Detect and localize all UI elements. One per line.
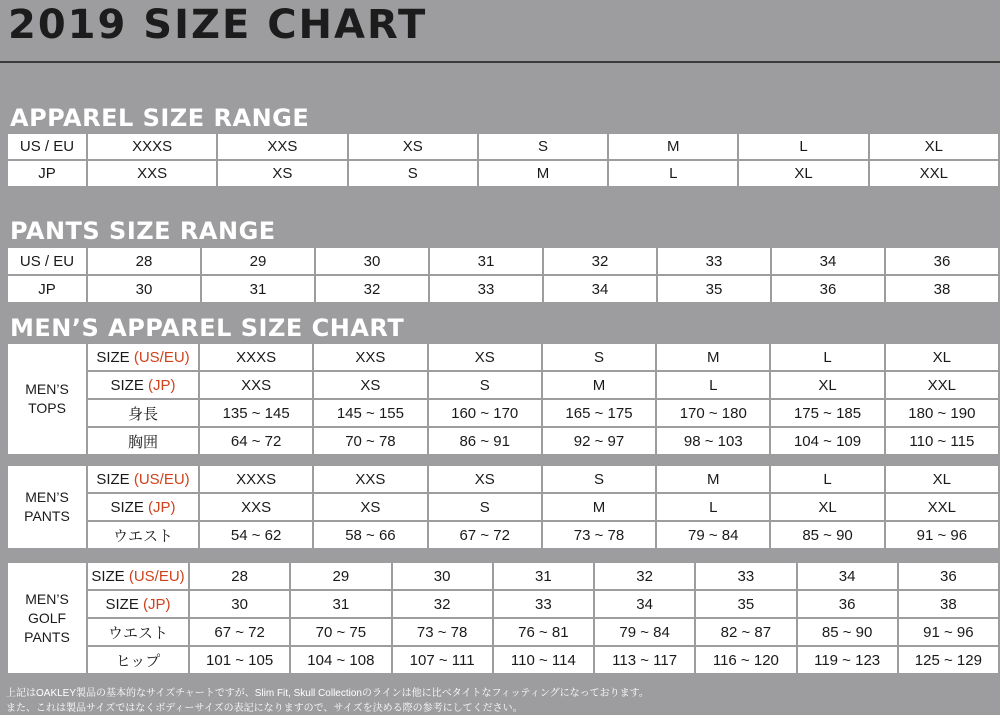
table-cell: M <box>609 134 737 159</box>
row-label: ウエスト <box>88 522 198 548</box>
row-label: ヒップ <box>88 647 188 673</box>
table-cell: 86 ~ 91 <box>429 428 541 454</box>
footnote: 上記はOAKLEY製品の基本的なサイズチャートですが、Slim Fit, Skull Collectionのラインは他に比べタイトなフィッティングになっております。 <box>6 688 649 699</box>
table-cell: 33 <box>658 248 770 274</box>
table-cell: 30 <box>190 591 289 617</box>
table-cell: 67 ~ 72 <box>429 522 541 548</box>
table-cell: XXS <box>218 134 346 159</box>
table-cell: 29 <box>291 563 390 589</box>
table-cell: 92 ~ 97 <box>543 428 655 454</box>
table-cell: S <box>479 134 607 159</box>
table-cell: M <box>543 494 655 520</box>
table-cell: M <box>543 372 655 398</box>
row-label: 胸囲 <box>88 428 198 454</box>
table-row <box>8 344 998 370</box>
table-row <box>8 619 998 645</box>
table-cell: 79 ~ 84 <box>595 619 694 645</box>
table-cell: L <box>771 344 883 370</box>
table-cell: M <box>657 344 769 370</box>
table-cell: XS <box>429 466 541 492</box>
table-cell: XL <box>771 372 883 398</box>
mens-pants-table <box>6 464 1000 550</box>
table-cell: 67 ~ 72 <box>190 619 289 645</box>
table-cell: 34 <box>544 276 656 302</box>
table-cell: XXS <box>200 494 312 520</box>
table-cell: L <box>771 466 883 492</box>
table-cell: 91 ~ 96 <box>886 522 998 548</box>
group-label: MEN’S PANTS <box>8 466 86 548</box>
table-cell: 110 ~ 114 <box>494 647 593 673</box>
table-cell: XS <box>314 372 426 398</box>
table-cell: 31 <box>430 248 542 274</box>
table-cell: XXXS <box>88 134 216 159</box>
table-cell: 73 ~ 78 <box>543 522 655 548</box>
table-cell: 28 <box>88 248 200 274</box>
table-cell: 107 ~ 111 <box>393 647 492 673</box>
table-cell: 85 ~ 90 <box>798 619 897 645</box>
table-cell: 32 <box>595 563 694 589</box>
table-cell: XXS <box>314 344 426 370</box>
apparel-range-table <box>6 132 1000 188</box>
table-row <box>8 647 998 673</box>
table-cell: 135 ~ 145 <box>200 400 312 426</box>
table-cell: XL <box>870 134 998 159</box>
table-cell: L <box>657 372 769 398</box>
row-label: SIZE (US/EU) <box>88 466 198 492</box>
table-cell: 36 <box>899 563 998 589</box>
table-cell: 85 ~ 90 <box>771 522 883 548</box>
table-cell: XS <box>218 161 346 186</box>
table-cell: 104 ~ 108 <box>291 647 390 673</box>
table-cell: 64 ~ 72 <box>200 428 312 454</box>
table-cell: 32 <box>393 591 492 617</box>
table-cell: 119 ~ 123 <box>798 647 897 673</box>
group-label: MEN’S TOPS <box>8 344 86 454</box>
row-label: SIZE (US/EU) <box>88 563 188 589</box>
table-cell: L <box>739 134 867 159</box>
row-label: SIZE (US/EU) <box>88 344 198 370</box>
table-cell: 35 <box>658 276 770 302</box>
row-label: SIZE (JP) <box>88 494 198 520</box>
title-divider <box>0 61 1000 63</box>
table-cell: 33 <box>494 591 593 617</box>
table-cell: XS <box>429 344 541 370</box>
table-cell: 91 ~ 96 <box>899 619 998 645</box>
table-cell: XXS <box>200 372 312 398</box>
table-cell: 36 <box>886 248 998 274</box>
apparel-range-title: APPAREL SIZE RANGE <box>10 104 310 132</box>
row-label: ウエスト <box>88 619 188 645</box>
table-row <box>8 400 998 426</box>
table-cell: XL <box>886 344 998 370</box>
table-cell: S <box>543 344 655 370</box>
table-cell: 110 ~ 115 <box>886 428 998 454</box>
row-label: SIZE (JP) <box>88 591 188 617</box>
table-cell: XXL <box>886 372 998 398</box>
mens-golf-pants-table <box>6 561 1000 675</box>
table-cell: XXXS <box>200 466 312 492</box>
table-cell: 98 ~ 103 <box>657 428 769 454</box>
table-cell: 125 ~ 129 <box>899 647 998 673</box>
table-cell: 73 ~ 78 <box>393 619 492 645</box>
row-label: 身長 <box>88 400 198 426</box>
table-cell: 32 <box>316 276 428 302</box>
table-row <box>8 466 998 492</box>
table-cell: 70 ~ 78 <box>314 428 426 454</box>
row-label: US / EU <box>8 248 86 274</box>
table-cell: 145 ~ 155 <box>314 400 426 426</box>
table-cell: 33 <box>696 563 795 589</box>
table-cell: XXL <box>870 161 998 186</box>
table-cell: XL <box>886 466 998 492</box>
table-cell: XXS <box>314 466 426 492</box>
table-cell: XL <box>771 494 883 520</box>
table-row <box>8 372 998 398</box>
table-cell: 38 <box>899 591 998 617</box>
table-cell: 34 <box>595 591 694 617</box>
table-row <box>8 591 998 617</box>
table-cell: M <box>657 466 769 492</box>
table-cell: 32 <box>544 248 656 274</box>
table-cell: 29 <box>202 248 314 274</box>
table-cell: XL <box>739 161 867 186</box>
table-cell: 35 <box>696 591 795 617</box>
table-row <box>8 522 998 548</box>
table-cell: 113 ~ 117 <box>595 647 694 673</box>
row-label: US / EU <box>8 134 86 159</box>
table-cell: S <box>429 372 541 398</box>
table-cell: 31 <box>291 591 390 617</box>
table-cell: S <box>429 494 541 520</box>
table-cell: S <box>349 161 477 186</box>
table-cell: 76 ~ 81 <box>494 619 593 645</box>
table-cell: 116 ~ 120 <box>696 647 795 673</box>
pants-range-table <box>6 246 1000 304</box>
table-cell: 104 ~ 109 <box>771 428 883 454</box>
mens-chart-title: MEN’S APPAREL SIZE CHART <box>10 314 405 342</box>
table-cell: 180 ~ 190 <box>886 400 998 426</box>
table-cell: 30 <box>88 276 200 302</box>
table-cell: 70 ~ 75 <box>291 619 390 645</box>
table-cell: 54 ~ 62 <box>200 522 312 548</box>
table-row <box>8 134 998 159</box>
table-cell: XXS <box>88 161 216 186</box>
table-cell: 36 <box>798 591 897 617</box>
table-row <box>8 428 998 454</box>
row-label: JP <box>8 276 86 302</box>
table-cell: 34 <box>772 248 884 274</box>
table-cell: M <box>479 161 607 186</box>
table-cell: L <box>657 494 769 520</box>
table-cell: XS <box>314 494 426 520</box>
table-cell: 28 <box>190 563 289 589</box>
table-row <box>8 276 998 302</box>
row-label: JP <box>8 161 86 186</box>
table-cell: 34 <box>798 563 897 589</box>
table-cell: 175 ~ 185 <box>771 400 883 426</box>
table-cell: XXXS <box>200 344 312 370</box>
table-cell: 82 ~ 87 <box>696 619 795 645</box>
table-cell: 38 <box>886 276 998 302</box>
group-label: MEN’S GOLF PANTS <box>8 563 86 673</box>
row-label: SIZE (JP) <box>88 372 198 398</box>
table-cell: 30 <box>316 248 428 274</box>
table-cell: 79 ~ 84 <box>657 522 769 548</box>
footnote: また、これは製品サイズではなくボディーサイズの表記になりますので、サイズを決める際の参考にしてください。 <box>6 703 523 714</box>
pants-range-title: PANTS SIZE RANGE <box>10 217 276 245</box>
table-cell: 33 <box>430 276 542 302</box>
table-cell: 36 <box>772 276 884 302</box>
mens-tops-table <box>6 342 1000 456</box>
table-cell: 58 ~ 66 <box>314 522 426 548</box>
table-cell: 160 ~ 170 <box>429 400 541 426</box>
page-title: 2019 SIZE CHART <box>8 2 428 48</box>
table-cell: 31 <box>202 276 314 302</box>
table-cell: 165 ~ 175 <box>543 400 655 426</box>
table-row <box>8 161 998 186</box>
table-cell: XXL <box>886 494 998 520</box>
table-row <box>8 563 998 589</box>
table-cell: S <box>543 466 655 492</box>
table-row <box>8 248 998 274</box>
table-cell: L <box>609 161 737 186</box>
table-cell: XS <box>349 134 477 159</box>
table-cell: 30 <box>393 563 492 589</box>
table-row <box>8 494 998 520</box>
table-cell: 101 ~ 105 <box>190 647 289 673</box>
table-cell: 170 ~ 180 <box>657 400 769 426</box>
table-cell: 31 <box>494 563 593 589</box>
